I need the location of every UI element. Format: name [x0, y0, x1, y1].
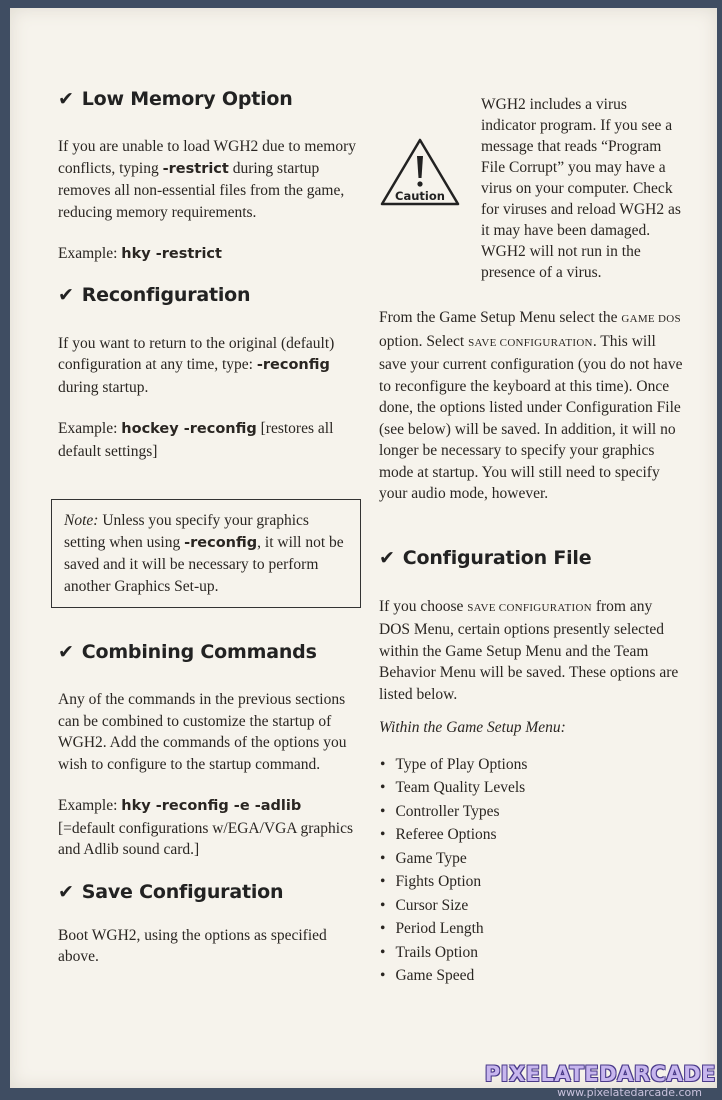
save-configuration-heading: ✔ Save Configuration [58, 880, 284, 903]
reconfiguration-example: Example: hockey -reconfig [restores all default settings] [58, 420, 334, 460]
options-list [380, 753, 684, 988]
game-setup-subheading: Within the Game Setup Menu: [379, 719, 566, 736]
low-memory-text: If you are unable to load WGH2 due to memory conflicts, typing -restrict during startup removes all non-essential files from the game, reducing memory requirements. [58, 138, 357, 221]
list-item: • Referee Options [380, 823, 684, 847]
save-configuration-text: Boot WGH2, using the options as specified above. [58, 926, 327, 965]
combining-heading: ✔ Combining Commands [58, 641, 317, 663]
watermark-logo: PIXELATEDARCADE [484, 1062, 716, 1086]
check-icon: ✔ [58, 283, 74, 306]
check-icon: ✔ [58, 641, 74, 663]
list-item: • Cursor Size [380, 894, 684, 918]
list-item: • Team Quality Levels [380, 776, 684, 800]
list-item: • Game Type [380, 847, 684, 871]
check-icon: ✔ [58, 880, 74, 903]
low-memory-heading: ✔ Low Memory Option [58, 88, 293, 110]
list-item: • Trails Option [380, 941, 684, 965]
list-item: • Type of Play Options [380, 753, 684, 777]
note-box [51, 499, 361, 608]
check-icon: ✔ [379, 546, 395, 569]
list-item: • Game Speed [380, 964, 684, 988]
manual-page [10, 8, 717, 1088]
reconfiguration-text: If you want to return to the original (default) configuration at any time, type: -reconfig during startup. [58, 334, 335, 396]
check-icon: ✔ [58, 88, 74, 110]
game-setup-text: From the Game Setup Menu select the GAME DOS option. Select SAVE CONFIGURATION. This will save your current configuration (you do not have to reconfigure the keyboard at this time). Once done, the options listed under Configuration File (see below) will be saved. In addition, it will no longer be necessary to specify your graphics mode at startup. You will still need to specify your audio mode, however. [379, 309, 683, 502]
list-item: • Period Length [380, 917, 684, 941]
caution-text: WGH2 includes a virus indicator program. If you see a message that reads “Program File Corrupt” you may have a virus on your computer. Check for viruses and reload WGH2 as it may have been damaged. WGH2 will not run in the presence of a virus. [481, 96, 681, 281]
reconfiguration-heading: ✔ Reconfiguration [58, 283, 251, 306]
configuration-file-heading: ✔ Configuration File [379, 546, 592, 569]
combining-text: Any of the commands in the previous sections can be combined to customize the startup of WGH2. Add the commands of the options you wish to configure to the startup command. [58, 691, 347, 773]
left-column [58, 88, 358, 968]
low-memory-example: Example: hky -restrict [58, 245, 222, 262]
caution-icon [379, 136, 469, 213]
right-column [379, 88, 684, 988]
note-text: Note: Unless you specify your graphics setting when using -reconfig, it will not be saved and it will be necessary to perform another Graphics Set-up. [64, 512, 344, 595]
combining-example: Example: hky -reconfig -e -adlib [=default configurations w/EGA/VGA graphics and Adlib sound card.] [58, 797, 353, 858]
caution-label: Caution [395, 189, 445, 203]
watermark-url: www.pixelatedarcade.com [557, 1086, 702, 1099]
list-item: • Fights Option [380, 870, 684, 894]
configuration-file-text: If you choose SAVE CONFIGURATION from any DOS Menu, certain options presently selected within the Game Setup Menu and the Team Behavior Menu will be saved. These options are listed below. [379, 597, 679, 703]
list-item: • Controller Types [380, 800, 684, 824]
